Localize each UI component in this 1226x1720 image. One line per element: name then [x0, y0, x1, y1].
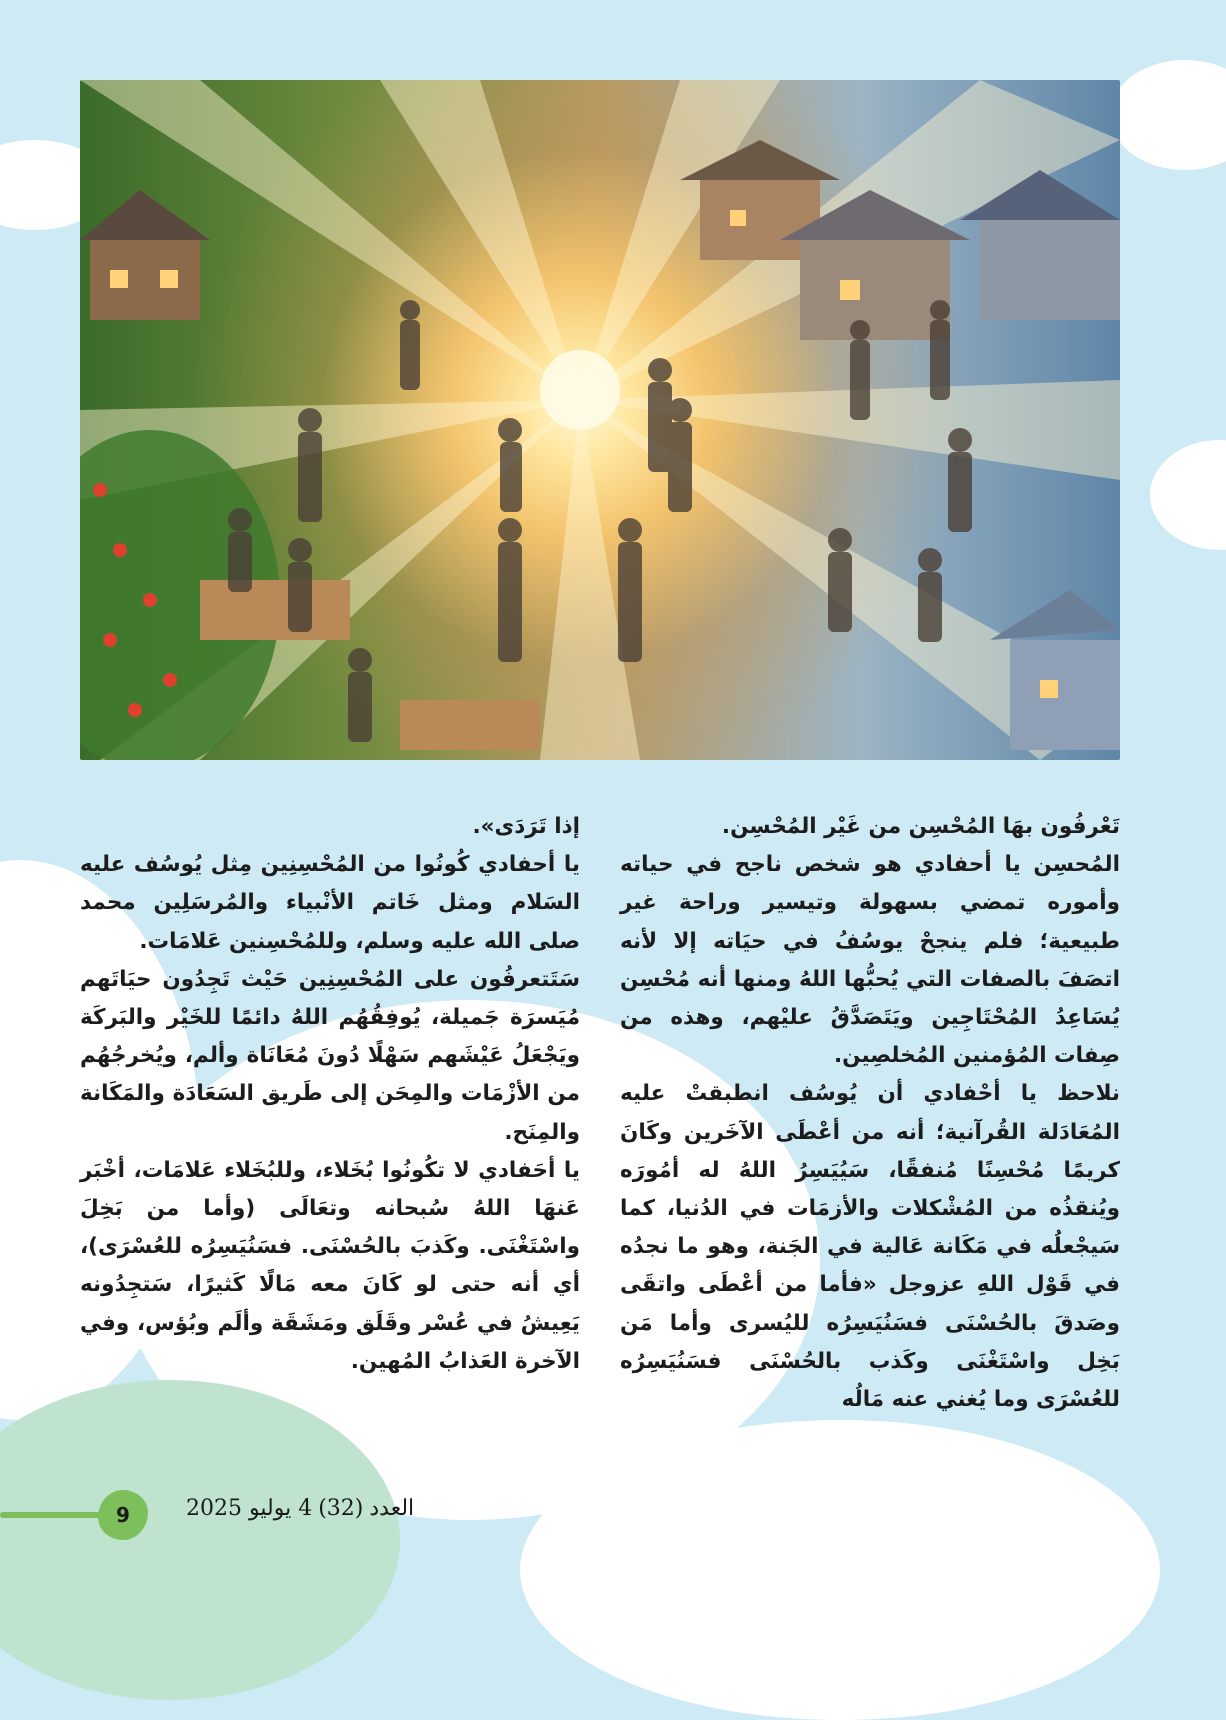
paragraph: يا أحَفادي لا تكُونُوا بُخَلاء، وللبُخَلاء عَلامَات، أخْبَر عَنهَا اللهُ سُبحانه وتعَالَى (وأما من بَخِلَ واسْتَغْنَى. وكَذبَ بالحُسْنَى. فسَنُيَسِرُه للعُسْرَى)، أي أنه حتى لو كَانَ معه مَالًا كَثيرًا، سَتجِدُونه يَعِيشُ في عُسْر وقَلَق ومَشَقَة وألَم وبُؤس، وفي الآخرة العَذابُ المُهين. — [80, 1157, 580, 1374]
issue-date: 4 يوليو 2025 — [186, 1496, 313, 1521]
community-illustration — [80, 80, 1120, 760]
paragraph: إذا تَرَدَى». — [472, 814, 580, 839]
issue-label: العدد — [369, 1496, 415, 1521]
paragraph: المُحسِن يا أحفادي هو شخص ناجح في حياته وأموره تمضي بسهولة وتيسير وراحة غير طبيعية؛ فلم ينجحْ يوسُفُ في حيَاته إلا لأنه اتصَفَ بالصفات التي يُحبُّها اللهُ ومنها أنه مُحْسِن يُسَاعِدُ المُحْتَاجِين ويَتَصَدَّقُ عليْهم، وهذه من صِفات المُؤمنين المُخلصِين. — [620, 852, 1120, 1069]
paragraph: سَتَتعرفُون على المُحْسِنِين حَيْث تَجِدُون حيَاتَهم مُيَسرَة جَميلة، يُوفِقُهُم اللهُ دائمًا للخَيْر والبَركَة ويَجْعَلُ عَيْشَهم سَهْلًا دُونَ مُعَانَاة وألم، ويُخرجُهُم من الأزْمَات والمِحَن إلى طَريق السَعَادَة والمَكَانة والمِنَح. — [80, 966, 580, 1145]
illustration-art — [80, 80, 1120, 760]
cloud-top-right — [1110, 60, 1226, 170]
paragraph: يا أحفادي كُونُوا من المُحْسِنِين مِثل يُوسُف عليه السَلام ومثل خَاتم الأنْبياء والمُرسَلِين محمد صلى الله عليه وسلم، وللمُحْسِنين عَلامَات. — [80, 852, 580, 954]
cloud-bottom-right — [520, 1420, 1160, 1720]
footer-divider — [0, 1512, 112, 1518]
paragraph: نلاحظ يا أحْفادي أن يُوسُف انطبقتْ عليه المُعَادَلة القُرآنية؛ أنه من أعْطَى الآخَرين وكَانَ كريمًا مُحْسِنًا مُنفقًا، سَيُيَسِرُ اللهُ له أمُورَه ويُنقذُه من المُشْكلات والأزمَات في الدُنيا، كما سَيجْعلُه في مَكَانة عَالية في الجَنة، وهو ما نجدُه في قَوْل اللهِ عزوجل «فأما من أعْطَى واتقَى وصَدقَ بالحُسْنَى فسَنُيَسِرُه لليُسرى وأما مَن بَخِل واسْتَغْنَى وكَذب بالحُسْنَى فسَنُيَسِرُه للعُسْرَى وما يُغني عنه مَالُه — [620, 1081, 1120, 1413]
text-column-right — [620, 808, 1120, 1419]
text-column-left — [80, 808, 580, 1381]
house-left — [80, 190, 210, 320]
cloud-right-edge — [1150, 440, 1226, 550]
issue-info — [180, 1496, 414, 1521]
paragraph: تَعْرفُون بهَا المُحْسِن من غَيْر المُحْسِن. — [721, 814, 1120, 839]
issue-number: (32) — [318, 1496, 364, 1521]
page-number: 9 — [116, 1503, 130, 1527]
